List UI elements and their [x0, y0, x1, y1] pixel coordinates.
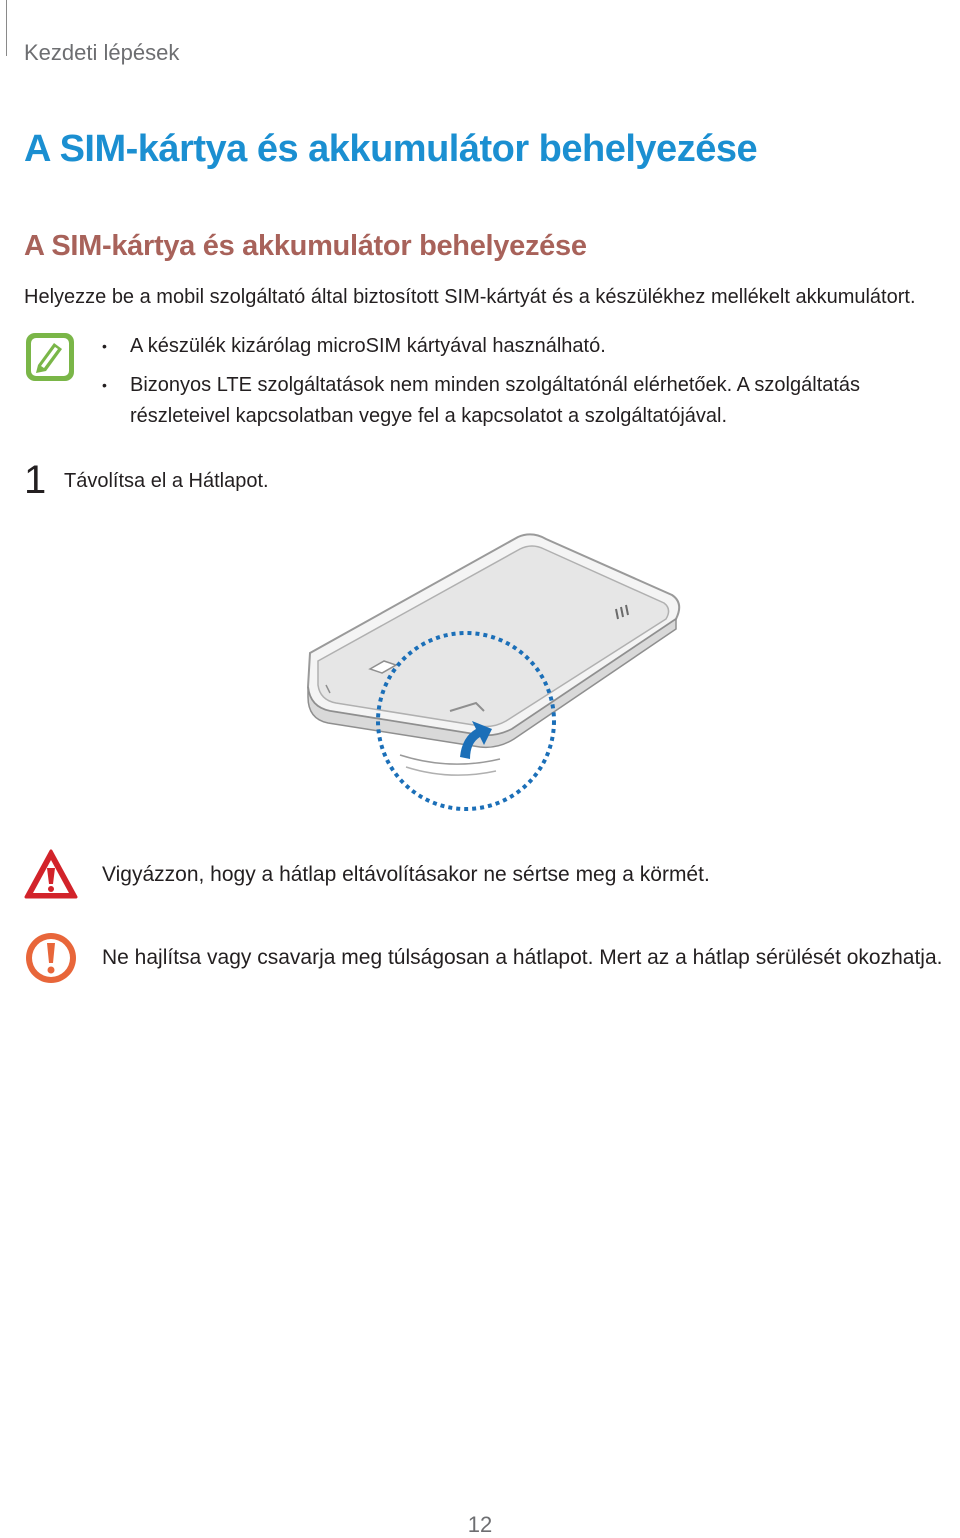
note-list — [102, 331, 922, 440]
note-item: • Bizonyos LTE szolgáltatások nem minden szolgáltatónál elérhetőek. A szolgáltatás részleteivel kapcsolatban vegye fel a kapcsolatot a szolgáltatójával. — [102, 370, 922, 432]
step-number: 1 — [24, 458, 47, 502]
caution-circle-icon — [24, 931, 78, 985]
page-title: A SIM-kártya és akkumulátor behelyezése — [24, 128, 758, 170]
warning-triangle-icon — [24, 848, 78, 902]
intro-paragraph: Helyezze be a mobil szolgáltató által biztosított SIM-kártyát és a készülékhez mellékelt akkumulátort. — [24, 286, 916, 308]
page-number: 12 — [467, 1512, 493, 1537]
section-header: Kezdeti lépések — [24, 40, 180, 65]
page-margin-rule — [6, 0, 7, 56]
caution-text: Ne hajlítsa vagy csavarja meg túlságosan a hátlapot. Mert az a hátlap sérülését okozhatja. — [102, 946, 943, 969]
phone-back-cover-illustration — [300, 525, 690, 825]
warning-text: Vigyázzon, hogy a hátlap eltávolításakor ne sértse meg a körmét. — [102, 863, 710, 886]
note-pencil-icon — [24, 331, 76, 383]
section-subtitle: A SIM-kártya és akkumulátor behelyezése — [24, 230, 587, 262]
step-text: Távolítsa el a Hátlapot. — [64, 470, 269, 492]
note-item: • A készülék kizárólag microSIM kártyával használható. — [102, 331, 922, 362]
